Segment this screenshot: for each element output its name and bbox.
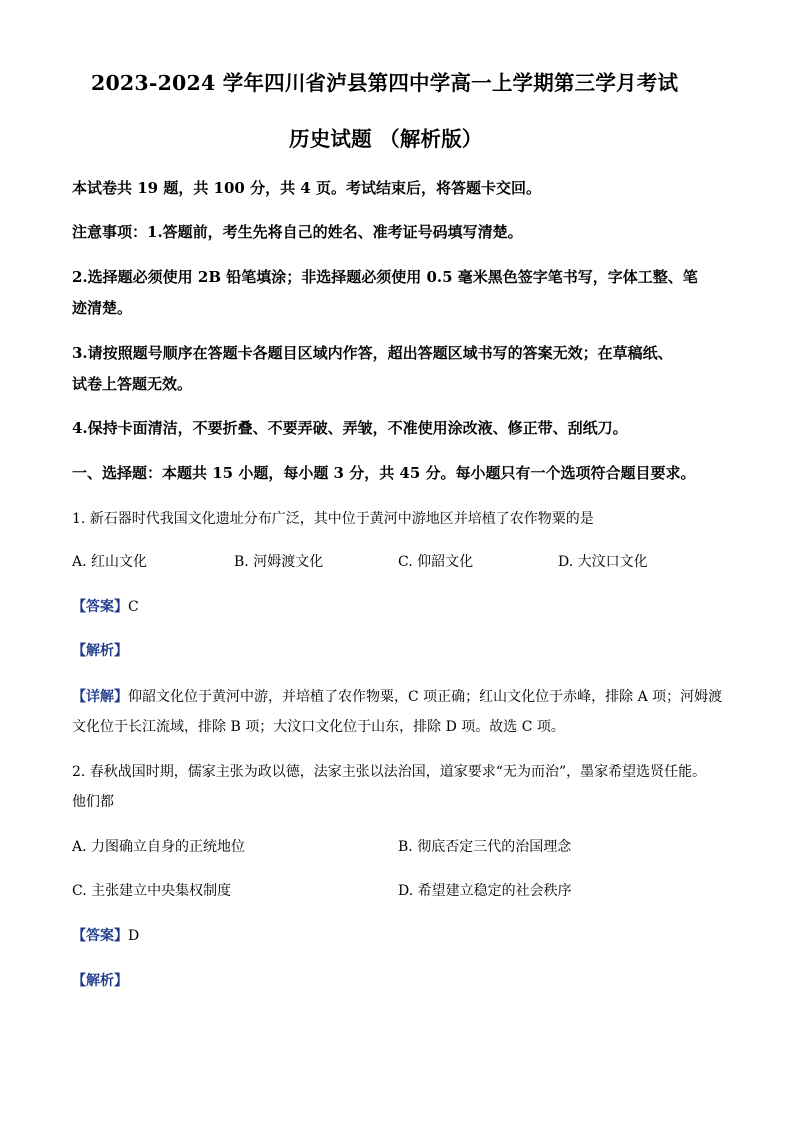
- question-1-option-d: D. 大汶口文化: [558, 554, 648, 570]
- question-2-analysis-tag: [72, 970, 128, 990]
- question-2-option-a: A. 力图确立自身的正统地位: [72, 839, 246, 855]
- analysis-tag: 【解析】: [72, 973, 128, 989]
- question-1-detail-line-a: [72, 686, 722, 706]
- section-1-heading: 一、选择题：本题共 15 小题，每小题 3 分，共 45 分。每小题只有一个选项符合题目要求。: [72, 464, 696, 482]
- question-1-answer: [72, 596, 139, 616]
- answer-value: D: [128, 928, 140, 944]
- question-1-analysis-tag: [72, 640, 128, 660]
- detail-text-a: 仰韶文化位于黄河中游，并培植了农作物粟，C 项正确；红山文化位于赤峰，排除 A 项；河姆渡: [128, 689, 723, 705]
- detail-tag: 【详解】: [72, 689, 128, 705]
- question-2-option-c: C. 主张建立中央集权制度: [72, 883, 232, 899]
- question-2-stem-line-b: 他们都: [72, 794, 114, 810]
- answer-tag: 【答案】: [72, 928, 128, 944]
- question-2-option-d: D. 希望建立稳定的社会秩序: [398, 883, 572, 899]
- question-1-detail-line-b: 文化位于长江流域，排除 B 项；大汶口文化位于山东，排除 D 项。故选 C 项。: [72, 719, 565, 735]
- title-line-1: 2023-2024 学年四川省泸县第四中学高一上学期第三学月考试: [91, 71, 679, 95]
- answer-tag: 【答案】: [72, 599, 128, 615]
- question-2-option-b: B. 彻底否定三代的治国理念: [398, 839, 572, 855]
- intro-text: 本试卷共 19 题，共 100 分，共 4 页。考试结束后，将答题卡交回。: [72, 179, 541, 197]
- question-2-answer: [72, 925, 139, 945]
- answer-value: C: [128, 599, 139, 615]
- question-1-stem: 1. 新石器时代我国文化遗址分布广泛，其中位于黄河中游地区并培植了农作物粟的是: [72, 511, 594, 527]
- question-1-option-c: C. 仰韶文化: [398, 554, 474, 570]
- question-2-stem-line-a: 2. 春秋战国时期，儒家主张为政以德，法家主张以法治国，道家要求“无为而治”，墨家希望选贤任能。: [72, 764, 707, 780]
- note-1: 注意事项：1.答题前，考生先将自己的姓名、准考证号码填写清楚。: [72, 223, 523, 241]
- question-1-option-a: A. 红山文化: [72, 554, 148, 570]
- note-2-line-b: 迹清楚。: [72, 299, 133, 317]
- note-3-line-b: 试卷上答题无效。: [72, 375, 193, 393]
- note-3-line-a: 3.请按照题号顺序在答题卡各题目区域内作答，超出答题区域书写的答案无效；在草稿纸、: [72, 344, 673, 362]
- question-1-option-b: B. 河姆渡文化: [234, 554, 324, 570]
- note-2-line-a: 2.选择题必须使用 2B 铅笔填涂；非选择题必须使用 0.5 毫米黑色签字笔书写，字体工整、笔: [72, 268, 698, 286]
- analysis-tag: 【解析】: [72, 643, 128, 659]
- note-4: 4.保持卡面清洁，不要折叠、不要弄破、弄皱，不准使用涂改液、修正带、刮纸刀。: [72, 419, 628, 437]
- title-line-2: 历史试题 （解析版）: [289, 127, 483, 151]
